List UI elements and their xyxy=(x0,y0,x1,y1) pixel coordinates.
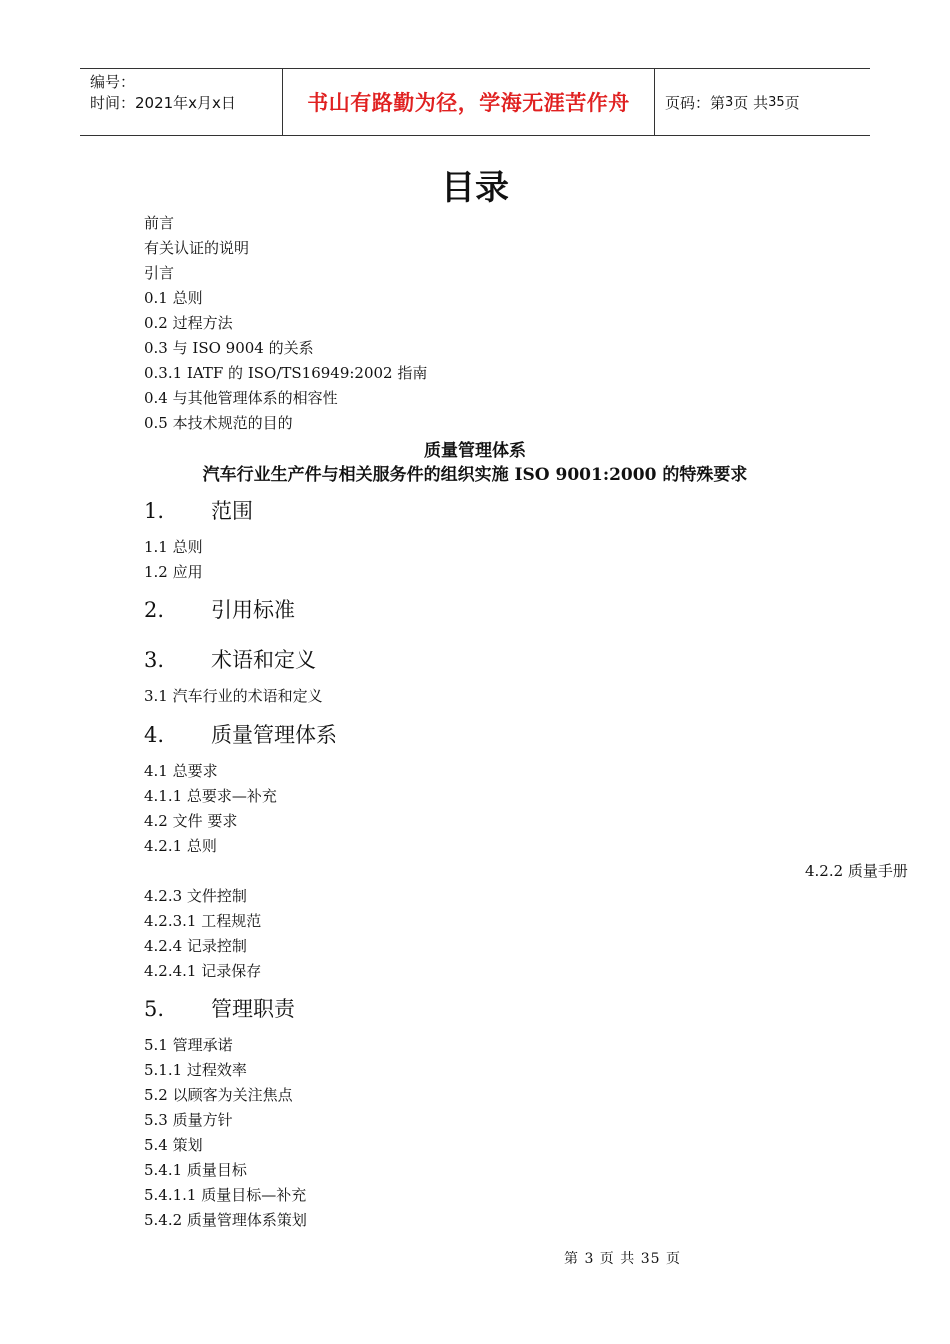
page-number: 3 xyxy=(725,94,734,110)
toc-item: 4.2.3 文件控制 xyxy=(144,887,247,905)
section-heading xyxy=(144,644,316,674)
toc-item: 4.2 文件 要求 xyxy=(144,812,238,830)
toc-item: 0.4 与其他管理体系的相容性 xyxy=(144,389,338,407)
toc-item: 4.2.4.1 记录保存 xyxy=(144,962,262,980)
toc-item: 5.1.1 过程效率 xyxy=(144,1061,247,1079)
toc-item: 5.4 策划 xyxy=(144,1136,203,1154)
toc-item: 前言 xyxy=(144,214,175,232)
toc-item: 5.2 以顾客为关注焦点 xyxy=(144,1086,293,1104)
toc-item: 5.4.2 质量管理体系策划 xyxy=(144,1211,307,1229)
header-motto: 书山有路勤为径，学海无涯苦作舟 xyxy=(282,69,655,135)
page-prefix: 页码：第 xyxy=(665,93,726,112)
section-heading xyxy=(144,993,295,1023)
page-suffix: 页 xyxy=(784,93,800,112)
section-number: 1. xyxy=(144,499,165,523)
section-heading xyxy=(144,495,253,525)
date-label: 时间：2021年x月x日 xyxy=(90,94,236,112)
toc-item: 5.1 管理承诺 xyxy=(144,1036,233,1054)
page-mid: 页 共 xyxy=(733,93,769,112)
toc-item: 4.2.3.1 工程规范 xyxy=(144,912,262,930)
toc-item: 1.1 总则 xyxy=(144,538,203,556)
section-title: 术语和定义 xyxy=(211,648,316,672)
toc-item: 5.3 质量方针 xyxy=(144,1111,233,1129)
section-number: 3. xyxy=(144,648,165,672)
section-number: 4. xyxy=(144,723,165,747)
section-title: 管理职责 xyxy=(211,997,295,1021)
page-title: 目录 xyxy=(441,168,509,208)
toc-item: 4.1 总要求 xyxy=(144,762,218,780)
header-page-info xyxy=(655,69,870,135)
page-total: 35 xyxy=(768,94,785,110)
toc-item: 5.4.1 质量目标 xyxy=(144,1161,247,1179)
subtitle-qms: 质量管理体系 xyxy=(424,441,526,461)
toc-item: 引言 xyxy=(144,264,175,282)
toc-item: 0.3 与 ISO 9004 的关系 xyxy=(144,339,314,357)
section-title: 引用标准 xyxy=(211,598,295,622)
number-label: 编号： xyxy=(90,73,136,91)
header-left-cell xyxy=(80,69,282,135)
section-title: 范围 xyxy=(211,499,253,523)
section-heading xyxy=(144,719,337,749)
toc-item: 0.3.1 IATF 的 ISO/TS16949:2002 指南 xyxy=(144,364,428,382)
toc-item: 4.2.4 记录控制 xyxy=(144,937,247,955)
toc-item: 0.5 本技术规范的目的 xyxy=(144,414,293,432)
toc-item: 0.2 过程方法 xyxy=(144,314,233,332)
toc-item-right: 4.2.2 质量手册 xyxy=(805,862,908,880)
toc-item: 1.2 应用 xyxy=(144,563,203,581)
section-title: 质量管理体系 xyxy=(211,723,337,747)
toc-item: 3.1 汽车行业的术语和定义 xyxy=(144,687,323,705)
section-heading xyxy=(144,594,295,624)
toc-item: 0.1 总则 xyxy=(144,289,203,307)
subtitle-requirements: 汽车行业生产件与相关服务件的组织实施 ISO 9001:2000 的特殊要求 xyxy=(202,465,748,485)
toc-item: 4.1.1 总要求—补充 xyxy=(144,787,277,805)
section-number: 2. xyxy=(144,598,165,622)
page-header xyxy=(80,68,870,136)
section-number: 5. xyxy=(144,997,165,1021)
toc-item: 有关认证的说明 xyxy=(144,239,250,257)
page-footer: 第 3 页 共 35 页 xyxy=(564,1251,681,1267)
toc-item: 4.2.1 总则 xyxy=(144,837,217,855)
toc-item: 5.4.1.1 质量目标—补充 xyxy=(144,1186,307,1204)
